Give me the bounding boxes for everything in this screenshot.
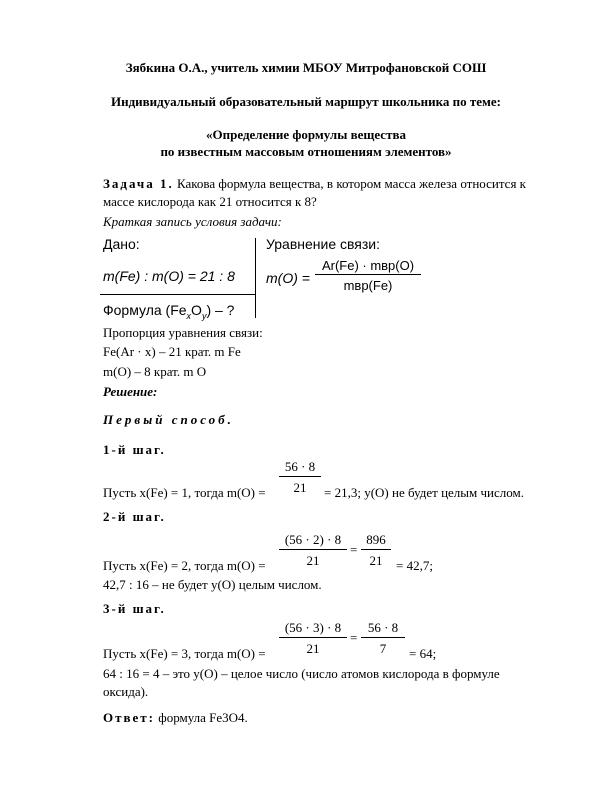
task-text-1: Какова формула вещества, в котором масса железа относится к [177,176,526,191]
step-2-equals: = [350,542,358,557]
author-line: Зябкина О.А., учитель химии МБОУ Митрофановской СОШ [125,60,487,75]
step-3-denominator-2: 7 [379,641,387,656]
step-2-note: 42,7 : 16 – не будет y(O) целым числом. [103,577,322,592]
formula-suffix: ) – ? [206,302,235,318]
step-1-denominator: 21 [293,480,307,495]
step-2-numerator-2: 896 [361,532,391,550]
formula-o: O [191,302,202,318]
answer-label: Ответ: [103,710,156,725]
solution-label: Решение: [103,384,158,399]
formula-unknown [103,302,234,321]
step-2-label: 2-й шаг. [103,509,166,524]
given-expression: m(Fe) : m(O) = 21 : 8 [103,268,235,284]
scheme-horizontal-line [100,294,255,295]
step-3-note-1: 64 : 16 = 4 – это y(O) – целое число (число атомов кислорода в формуле [103,666,500,681]
scheme-vertical-line [255,238,256,318]
answer-line [103,710,248,726]
step-2-result: = 42,7; [396,558,433,573]
task-text-2: массе кислорода как 21 относится к 8? [103,194,317,209]
formula-y: y [201,310,207,321]
step-2-fraction-1 [279,532,347,569]
topic-line-2: по известным массовым отношениям элементов» [160,144,452,159]
method-title: Первый способ. [103,412,234,427]
step-2-denominator-1: 21 [306,553,320,568]
equation-lhs: m(O) = [266,270,310,286]
subtitle: Индивидуальный образовательный маршрут школьника по теме: [110,94,502,109]
step-3-result: = 64; [409,646,437,661]
step-2-prefix: Пусть x(Fe) = 2, тогда m(O) = [103,558,266,573]
step-3-prefix: Пусть x(Fe) = 3, тогда m(O) = [103,646,266,661]
step-1-result: = 21,3; y(O) не будет целым числом. [324,485,524,500]
step-1-label: 1-й шаг. [103,442,166,457]
equation-denominator: mвр(Fe) [343,278,393,293]
step-3-fraction-2 [361,620,405,657]
step-3-equals: = [350,630,358,645]
given-label: Дано: [103,236,140,252]
answer-text: формула Fe3O4. [158,710,248,725]
step-3-numerator-1: (56 · 3) · 8 [279,620,347,638]
step-3-denominator-1: 21 [306,641,320,656]
step-1-numerator: 56 · 8 [279,459,321,477]
proportion-line-1: Fe(Ar · x) – 21 крат. m Fe [103,344,241,359]
step-1-fraction [279,459,321,496]
formula-x: x [186,310,192,321]
step-1-prefix: Пусть x(Fe) = 1, тогда m(O) = [103,485,266,500]
proportion-line-2: m(O) – 8 крат. m O [103,364,207,379]
equation-fraction [315,258,421,293]
step-2-denominator-2: 21 [369,553,383,568]
step-2-numerator-1: (56 · 2) · 8 [279,532,347,550]
step-3-numerator-2: 56 · 8 [361,620,405,638]
step-2-fraction-2 [361,532,391,569]
formula-prefix: Формула (Fe [103,302,187,318]
equation-label: Уравнение связи: [266,236,381,252]
equation-numerator: Ar(Fe) · mвр(O) [315,258,421,275]
step-3-note-2: оксида). [103,684,149,699]
task-label: Задача 1. [103,176,174,191]
brief-label: Краткая запись условия задачи: [103,214,282,229]
step-3-fraction-1 [279,620,347,657]
task-line-1 [103,176,526,192]
step-3-label: 3-й шаг. [103,601,166,616]
proportion-title: Пропорция уравнения связи: [103,325,263,340]
topic-line-1: «Определение формулы вещества [206,127,406,142]
